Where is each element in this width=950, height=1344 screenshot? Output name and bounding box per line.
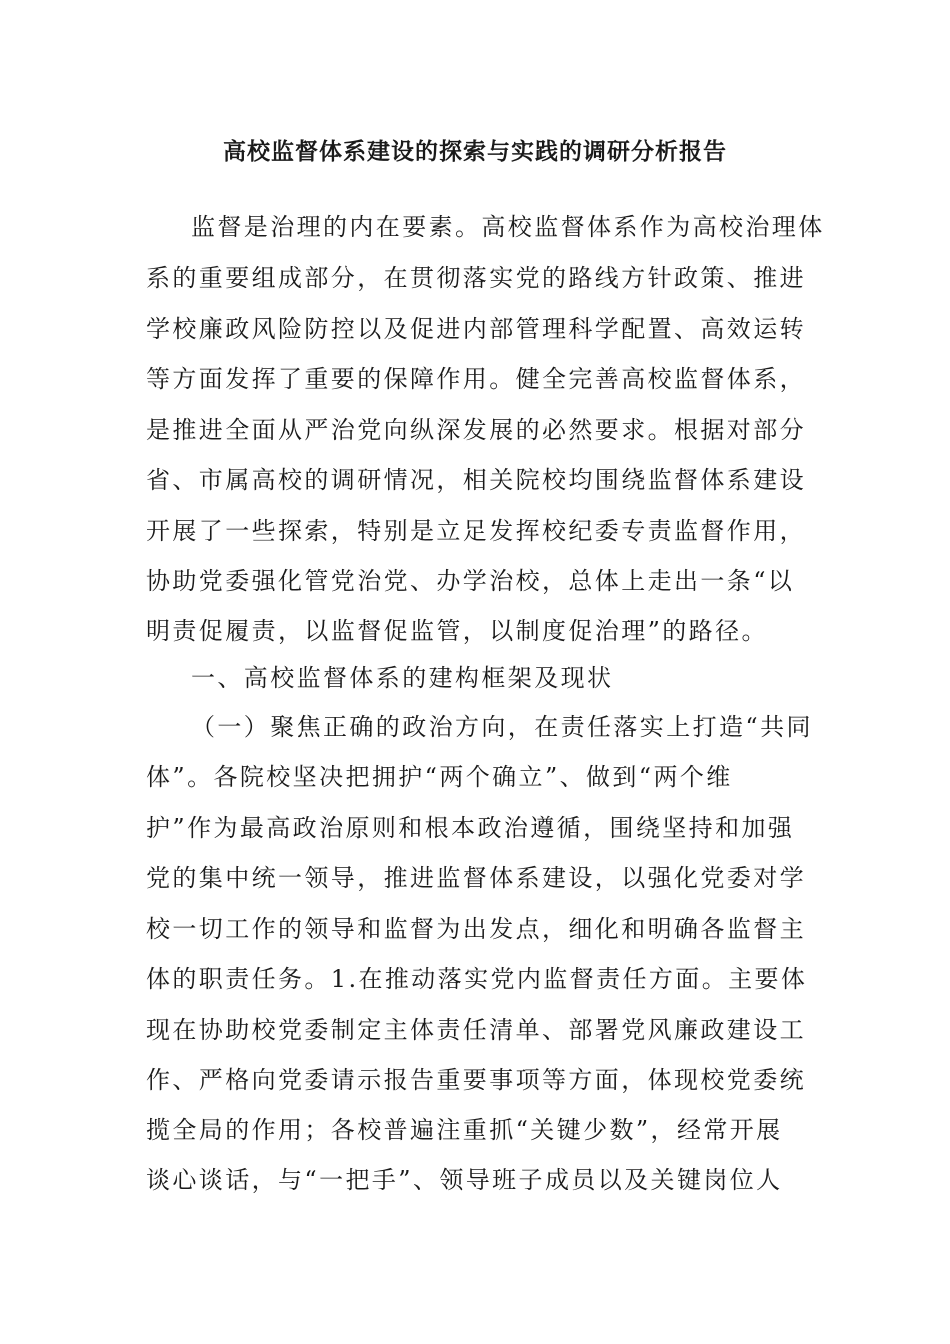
paragraph-line: 协助党委强化管党治党、办学治校，总体上走出一条“以 [146,567,795,595]
paragraph-line: 省、市属高校的调研情况，相关院校均围绕监督体系建设 [146,466,806,494]
paragraph-line: 党的集中统一领导，推进监督体系建设，以强化党委对学 [146,864,806,892]
paragraph-line: 作、严格向党委请示报告重要事项等方面，体现校党委统 [146,1066,806,1094]
section-heading: 一、高校监督体系的建构框架及现状 [191,664,614,692]
paragraph-line: 体的职责任务。1.在推动落实党内监督责任方面。主要体 [146,965,808,993]
paragraph-line: 学校廉政风险防控以及促进内部管理科学配置、高效运转 [146,315,806,343]
paragraph-line: 监督是治理的内在要素。高校监督体系作为高校治理体 [191,213,825,241]
paragraph-line: 体”。各院校坚决把拥护“两个确立”、做到“两个维 [146,763,733,791]
paragraph-line: 明责促履责，以监督促监管，以制度促治理”的路径。 [146,617,768,645]
paragraph-line: 校一切工作的领导和监督为出发点，细化和明确各监督主 [146,915,806,943]
paragraph-line: 现在协助校党委制定主体责任清单、部署党风廉政建设工 [146,1016,806,1044]
paragraph-line: 谈心谈话，与“一把手”、领导班子成员以及关键岗位人 [146,1166,783,1194]
document-title: 高校监督体系建设的探索与实践的调研分析报告 [223,138,727,165]
subsection-heading: （一）聚焦正确的政治方向，在责任落实上打造“共同 [191,713,813,741]
paragraph-line: 开展了一些探索，特别是立足发挥校纪委专责监督作用， [146,517,806,545]
paragraph-line: 等方面发挥了重要的保障作用。健全完善高校监督体系， [146,365,806,393]
paragraph-line: 护”作为最高政治原则和根本政治遵循，围绕坚持和加强 [146,814,795,842]
paragraph-line: 是推进全面从严治党向纵深发展的必然要求。根据对部分 [146,416,806,444]
paragraph-line: 揽全局的作用；各校普遍注重抓“关键少数”，经常开展 [146,1116,783,1144]
paragraph-line: 系的重要组成部分，在贯彻落实党的路线方针政策、推进 [146,264,806,292]
